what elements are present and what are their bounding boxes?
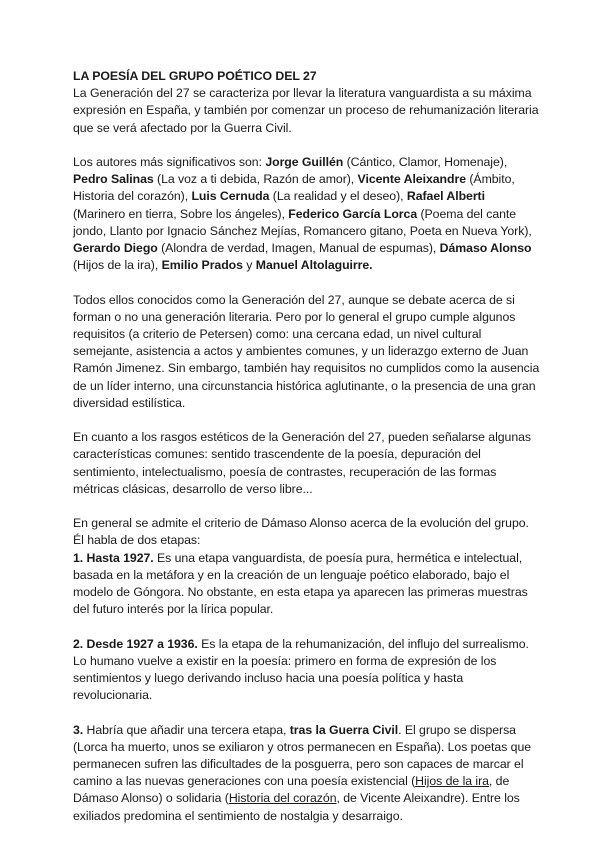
author-name: Dámaso Alonso — [439, 241, 532, 256]
stage3-text: Habría que añadir una tercera etapa, — [83, 722, 290, 737]
author-name: Vicente Aleixandre — [357, 172, 466, 187]
stage2-heading: 2. Desde 1927 a 1936. — [73, 636, 198, 651]
author-separator: y — [242, 258, 256, 273]
author-works: (Poema del cante jondo, Llanto por Ignacio Sánchez Mejías, Romancero gitano, Poeta en Nueva York), — [73, 206, 532, 238]
stage2-text: Es la etapa de la rehumanización, del influjo del surrealismo. Lo humano vuelve a existir en la poesía: primero en forma de expresión de los sentimientos y luego derivando incluso hacia una poesía política y hasta revolucionaria. — [73, 636, 529, 703]
author-name: Manuel Altolaguirre. — [255, 258, 373, 273]
stage2-paragraph — [73, 636, 540, 705]
generation-paragraph: Todos ellos conocidos como la Generación del 27, aunque se debate acerca de si forman o no una generación literaria. Pero por lo general el grupo cumple algunos requisitos (a criterio de Petersen) como: una cercana edad, un nivel cultural semejante, asistencia a actos y ambientes comunes, y un liderazgo externo de Juan Ramón Jimenez. Sin embargo, también hay requisitos no cumplidos como la ausencia de un líder interno, una circunstancia histórica aglutinante, o la presencia de una gran diversidad estilística. — [73, 292, 540, 410]
stage3-text: . El grupo se dispersa (Lorca ha muerto, unos se exiliaron y otros permanecen en España). Los poetas que permanecen sufren las dificultades de la posguerra, pero son capaces de marcar el camino a las nuevas generaciones con una poesía existencial ( — [73, 722, 532, 789]
traits-paragraph: En cuanto a los rasgos estéticos de la Generación del 27, pueden señalarse algunas características comunes: sentido trascendente de la poesía, depuración del sentimiento, intelectualismo, poesía de contrastes, recuperación de las formas métricas clásicas, desarrollo de verso libre... — [73, 430, 532, 496]
work-title-link: Historia del corazón — [228, 791, 337, 806]
author-works: (Hijos de la ira), — [73, 258, 162, 273]
stage3-text: , de Vicente Aleixandre). Entre los exiliados predomina el sentimiento de nostalgia y desarraigo. — [73, 791, 520, 823]
stage1-text: Es una etapa vanguardista, de poesía pura, hermética e intelectual, basada en la metáfora y en la creación de un lenguaje poético elaborado, bajo el modelo de Góngora. No obstante, en esta etapa ya aparecen las primeras muestras del futuro interés por la lírica popular. — [73, 550, 528, 617]
work-title-link: Hijos de la ira — [415, 774, 489, 789]
stage3-text: , de Dámaso Alonso) o solidaria ( — [73, 774, 510, 806]
author-name: Gerardo Diego — [73, 241, 158, 256]
stage3-bold: tras la Guerra Civil — [289, 722, 399, 737]
intro-paragraph: La Generación del 27 se caracteriza por llevar la literatura vanguardista a su máxima expresión en España, y también por comenzar un proceso de rehumanización literaria que se verá afectado por la Guerra Civil. — [73, 86, 539, 135]
author-name: Rafael Alberti — [406, 189, 485, 204]
author-name: Emilio Prados — [161, 258, 243, 273]
author-name: Luis Cernuda — [191, 189, 270, 204]
author-name: Federico García Lorca — [288, 206, 418, 221]
evolution-intro: En general se admite el criterio de Dámaso Alonso acerca de la evolución del grupo. Él habla de dos etapas: — [73, 516, 529, 548]
author-works: (La realidad y el deseo), — [269, 189, 407, 204]
author-works: (Ámbito, Historia del corazón), — [73, 172, 515, 204]
evolution-paragraph — [73, 515, 540, 618]
author-works: (Marinero en tierra, Sobre los ángeles), — [73, 206, 289, 221]
authors-lead: Los autores más significativos son: — [73, 155, 266, 169]
author-works: (La voz a ti debida, Razón de amor), — [153, 172, 358, 187]
authors-paragraph — [73, 154, 540, 274]
author-name: Jorge Guillén — [265, 155, 344, 169]
stage3-paragraph — [73, 722, 540, 825]
stage3-number: 3. — [73, 722, 84, 737]
author-name: Pedro Salinas — [73, 172, 154, 187]
stage1-heading: 1. Hasta 1927. — [73, 550, 154, 565]
document-title: LA POESÍA DEL GRUPO POÉTICO DEL 27 — [73, 69, 317, 83]
author-works: (Cántico, Clamor, Homenaje), — [343, 155, 508, 169]
author-works: (Alondra de verdad, Imagen, Manual de espumas), — [157, 241, 440, 256]
